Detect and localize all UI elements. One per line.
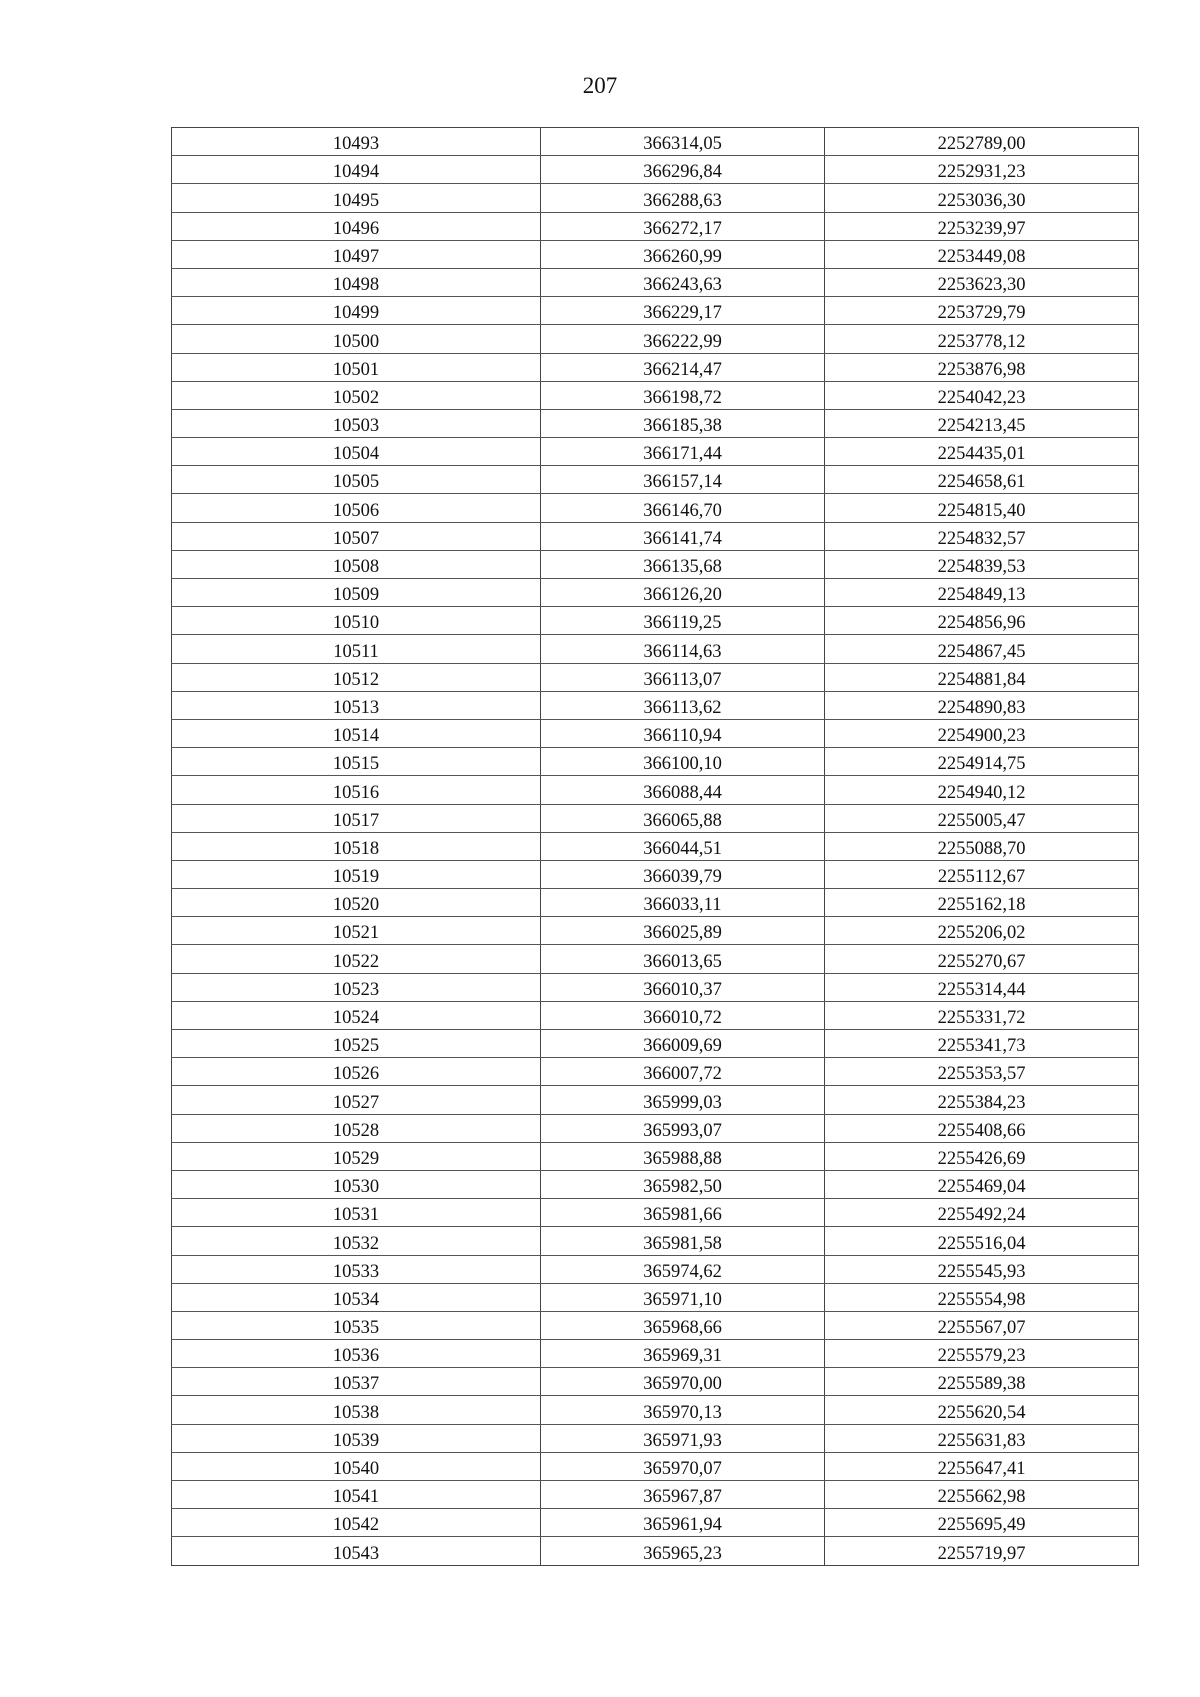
table-row (172, 945, 1139, 973)
y-coordinate-cell: 2255088,70 (825, 832, 1139, 860)
y-coordinate-cell: 2254867,45 (825, 635, 1139, 663)
x-coordinate-cell: 365970,00 (541, 1368, 825, 1396)
x-coordinate-cell: 366185,38 (541, 409, 825, 437)
y-coordinate-cell: 2252931,23 (825, 156, 1139, 184)
point-number-cell: 10539 (172, 1424, 541, 1452)
y-coordinate-cell: 2255353,57 (825, 1058, 1139, 1086)
x-coordinate-cell: 365971,10 (541, 1283, 825, 1311)
table-row (172, 466, 1139, 494)
x-coordinate-cell: 366272,17 (541, 212, 825, 240)
y-coordinate-cell: 2255719,97 (825, 1537, 1139, 1565)
y-coordinate-cell: 2253623,30 (825, 268, 1139, 296)
point-number-cell: 10520 (172, 889, 541, 917)
y-coordinate-cell: 2255112,67 (825, 860, 1139, 888)
y-coordinate-cell: 2255631,83 (825, 1424, 1139, 1452)
y-coordinate-cell: 2254213,45 (825, 409, 1139, 437)
table-row (172, 353, 1139, 381)
y-coordinate-cell: 2255567,07 (825, 1311, 1139, 1339)
table-row (172, 128, 1139, 156)
y-coordinate-cell: 2255545,93 (825, 1255, 1139, 1283)
y-coordinate-cell: 2255314,44 (825, 973, 1139, 1001)
coordinates-table (171, 127, 1139, 1566)
x-coordinate-cell: 366243,63 (541, 268, 825, 296)
table-row (172, 184, 1139, 212)
point-number-cell: 10497 (172, 240, 541, 268)
y-coordinate-cell: 2254900,23 (825, 719, 1139, 747)
x-coordinate-cell: 365967,87 (541, 1481, 825, 1509)
table-row (172, 1452, 1139, 1480)
point-number-cell: 10498 (172, 268, 541, 296)
point-number-cell: 10518 (172, 832, 541, 860)
page-number: 207 (582, 73, 618, 98)
x-coordinate-cell: 365969,31 (541, 1340, 825, 1368)
point-number-cell: 10510 (172, 607, 541, 635)
point-number-cell: 10521 (172, 917, 541, 945)
point-number-cell: 10503 (172, 409, 541, 437)
point-number-cell: 10499 (172, 297, 541, 325)
point-number-cell: 10495 (172, 184, 541, 212)
y-coordinate-cell: 2252789,00 (825, 128, 1139, 156)
point-number-cell: 10513 (172, 691, 541, 719)
y-coordinate-cell: 2255162,18 (825, 889, 1139, 917)
table-row (172, 1114, 1139, 1142)
table-row (172, 1368, 1139, 1396)
x-coordinate-cell: 366039,79 (541, 860, 825, 888)
point-number-cell: 10542 (172, 1509, 541, 1537)
y-coordinate-cell: 2254042,23 (825, 381, 1139, 409)
x-coordinate-cell: 366135,68 (541, 550, 825, 578)
x-coordinate-cell: 366100,10 (541, 748, 825, 776)
x-coordinate-cell: 366296,84 (541, 156, 825, 184)
point-number-cell: 10532 (172, 1227, 541, 1255)
x-coordinate-cell: 366171,44 (541, 438, 825, 466)
table-row (172, 240, 1139, 268)
x-coordinate-cell: 365971,93 (541, 1424, 825, 1452)
point-number-cell: 10504 (172, 438, 541, 466)
table-row (172, 1199, 1139, 1227)
y-coordinate-cell: 2254832,57 (825, 522, 1139, 550)
point-number-cell: 10525 (172, 1030, 541, 1058)
y-coordinate-cell: 2255469,04 (825, 1170, 1139, 1198)
y-coordinate-cell: 2254815,40 (825, 494, 1139, 522)
y-coordinate-cell: 2254881,84 (825, 663, 1139, 691)
x-coordinate-cell: 365988,88 (541, 1142, 825, 1170)
table-row (172, 1142, 1139, 1170)
table-row (172, 691, 1139, 719)
x-coordinate-cell: 365968,66 (541, 1311, 825, 1339)
y-coordinate-cell: 2253876,98 (825, 353, 1139, 381)
table-row (172, 832, 1139, 860)
point-number-cell: 10528 (172, 1114, 541, 1142)
y-coordinate-cell: 2255579,23 (825, 1340, 1139, 1368)
table-row (172, 268, 1139, 296)
x-coordinate-cell: 365965,23 (541, 1537, 825, 1565)
x-coordinate-cell: 366009,69 (541, 1030, 825, 1058)
table-row (172, 776, 1139, 804)
table-row (172, 1058, 1139, 1086)
table-row (172, 748, 1139, 776)
table-row (172, 522, 1139, 550)
point-number-cell: 10538 (172, 1396, 541, 1424)
x-coordinate-cell: 366113,62 (541, 691, 825, 719)
point-number-cell: 10523 (172, 973, 541, 1001)
table-row (172, 860, 1139, 888)
x-coordinate-cell: 366198,72 (541, 381, 825, 409)
y-coordinate-cell: 2254914,75 (825, 748, 1139, 776)
table-row (172, 663, 1139, 691)
y-coordinate-cell: 2255662,98 (825, 1481, 1139, 1509)
point-number-cell: 10522 (172, 945, 541, 973)
y-coordinate-cell: 2255492,24 (825, 1199, 1139, 1227)
point-number-cell: 10502 (172, 381, 541, 409)
y-coordinate-cell: 2255516,04 (825, 1227, 1139, 1255)
point-number-cell: 10506 (172, 494, 541, 522)
table-row (172, 804, 1139, 832)
x-coordinate-cell: 366146,70 (541, 494, 825, 522)
x-coordinate-cell: 366288,63 (541, 184, 825, 212)
y-coordinate-cell: 2253036,30 (825, 184, 1139, 212)
x-coordinate-cell: 366013,65 (541, 945, 825, 973)
y-coordinate-cell: 2254839,53 (825, 550, 1139, 578)
x-coordinate-cell: 366110,94 (541, 719, 825, 747)
x-coordinate-cell: 366229,17 (541, 297, 825, 325)
x-coordinate-cell: 365970,13 (541, 1396, 825, 1424)
table-row (172, 1001, 1139, 1029)
x-coordinate-cell: 366033,11 (541, 889, 825, 917)
x-coordinate-cell: 366214,47 (541, 353, 825, 381)
x-coordinate-cell: 366260,99 (541, 240, 825, 268)
table-row (172, 212, 1139, 240)
table-row (172, 1509, 1139, 1537)
table-row (172, 973, 1139, 1001)
table-row (172, 1086, 1139, 1114)
table-row (172, 381, 1139, 409)
point-number-cell: 10540 (172, 1452, 541, 1480)
y-coordinate-cell: 2255341,73 (825, 1030, 1139, 1058)
point-number-cell: 10493 (172, 128, 541, 156)
point-number-cell: 10509 (172, 579, 541, 607)
table-row (172, 1340, 1139, 1368)
y-coordinate-cell: 2255695,49 (825, 1509, 1139, 1537)
x-coordinate-cell: 366126,20 (541, 579, 825, 607)
point-number-cell: 10515 (172, 748, 541, 776)
point-number-cell: 10512 (172, 663, 541, 691)
y-coordinate-cell: 2253239,97 (825, 212, 1139, 240)
y-coordinate-cell: 2254856,96 (825, 607, 1139, 635)
point-number-cell: 10537 (172, 1368, 541, 1396)
table-row (172, 438, 1139, 466)
y-coordinate-cell: 2254849,13 (825, 579, 1139, 607)
table-row (172, 917, 1139, 945)
x-coordinate-cell: 366157,14 (541, 466, 825, 494)
point-number-cell: 10519 (172, 860, 541, 888)
x-coordinate-cell: 366065,88 (541, 804, 825, 832)
y-coordinate-cell: 2254658,61 (825, 466, 1139, 494)
coordinates-table-body (172, 128, 1139, 1566)
point-number-cell: 10527 (172, 1086, 541, 1114)
y-coordinate-cell: 2255331,72 (825, 1001, 1139, 1029)
x-coordinate-cell: 366044,51 (541, 832, 825, 860)
table-row (172, 494, 1139, 522)
point-number-cell: 10494 (172, 156, 541, 184)
x-coordinate-cell: 366010,37 (541, 973, 825, 1001)
y-coordinate-cell: 2255005,47 (825, 804, 1139, 832)
point-number-cell: 10507 (172, 522, 541, 550)
table-row (172, 1396, 1139, 1424)
table-row (172, 719, 1139, 747)
table-row (172, 1424, 1139, 1452)
table-row (172, 1030, 1139, 1058)
y-coordinate-cell: 2255589,38 (825, 1368, 1139, 1396)
point-number-cell: 10517 (172, 804, 541, 832)
x-coordinate-cell: 366025,89 (541, 917, 825, 945)
y-coordinate-cell: 2254940,12 (825, 776, 1139, 804)
point-number-cell: 10541 (172, 1481, 541, 1509)
x-coordinate-cell: 365970,07 (541, 1452, 825, 1480)
y-coordinate-cell: 2253778,12 (825, 325, 1139, 353)
x-coordinate-cell: 365993,07 (541, 1114, 825, 1142)
table-row (172, 607, 1139, 635)
point-number-cell: 10529 (172, 1142, 541, 1170)
table-row (172, 325, 1139, 353)
table-row (172, 1170, 1139, 1198)
x-coordinate-cell: 365974,62 (541, 1255, 825, 1283)
table-row (172, 1255, 1139, 1283)
table-row (172, 297, 1139, 325)
point-number-cell: 10501 (172, 353, 541, 381)
y-coordinate-cell: 2255206,02 (825, 917, 1139, 945)
table-row (172, 409, 1139, 437)
point-number-cell: 10530 (172, 1170, 541, 1198)
table-row (172, 1283, 1139, 1311)
point-number-cell: 10516 (172, 776, 541, 804)
x-coordinate-cell: 366088,44 (541, 776, 825, 804)
y-coordinate-cell: 2253729,79 (825, 297, 1139, 325)
point-number-cell: 10533 (172, 1255, 541, 1283)
table-row (172, 635, 1139, 663)
point-number-cell: 10500 (172, 325, 541, 353)
y-coordinate-cell: 2255426,69 (825, 1142, 1139, 1170)
y-coordinate-cell: 2255647,41 (825, 1452, 1139, 1480)
x-coordinate-cell: 365999,03 (541, 1086, 825, 1114)
x-coordinate-cell: 365982,50 (541, 1170, 825, 1198)
x-coordinate-cell: 366141,74 (541, 522, 825, 550)
x-coordinate-cell: 366114,63 (541, 635, 825, 663)
table-row (172, 889, 1139, 917)
point-number-cell: 10536 (172, 1340, 541, 1368)
y-coordinate-cell: 2255620,54 (825, 1396, 1139, 1424)
point-number-cell: 10496 (172, 212, 541, 240)
y-coordinate-cell: 2255408,66 (825, 1114, 1139, 1142)
table-row (172, 1311, 1139, 1339)
y-coordinate-cell: 2255554,98 (825, 1283, 1139, 1311)
point-number-cell: 10508 (172, 550, 541, 578)
point-number-cell: 10526 (172, 1058, 541, 1086)
x-coordinate-cell: 365981,66 (541, 1199, 825, 1227)
table-row (172, 1481, 1139, 1509)
x-coordinate-cell: 366010,72 (541, 1001, 825, 1029)
table-row (172, 1537, 1139, 1565)
y-coordinate-cell: 2255270,67 (825, 945, 1139, 973)
point-number-cell: 10524 (172, 1001, 541, 1029)
table-row (172, 579, 1139, 607)
table-row (172, 156, 1139, 184)
x-coordinate-cell: 365981,58 (541, 1227, 825, 1255)
point-number-cell: 10531 (172, 1199, 541, 1227)
x-coordinate-cell: 366113,07 (541, 663, 825, 691)
x-coordinate-cell: 366314,05 (541, 128, 825, 156)
point-number-cell: 10534 (172, 1283, 541, 1311)
point-number-cell: 10514 (172, 719, 541, 747)
table-row (172, 550, 1139, 578)
x-coordinate-cell: 366222,99 (541, 325, 825, 353)
point-number-cell: 10505 (172, 466, 541, 494)
x-coordinate-cell: 365961,94 (541, 1509, 825, 1537)
y-coordinate-cell: 2254890,83 (825, 691, 1139, 719)
point-number-cell: 10511 (172, 635, 541, 663)
x-coordinate-cell: 366007,72 (541, 1058, 825, 1086)
x-coordinate-cell: 366119,25 (541, 607, 825, 635)
y-coordinate-cell: 2253449,08 (825, 240, 1139, 268)
y-coordinate-cell: 2255384,23 (825, 1086, 1139, 1114)
y-coordinate-cell: 2254435,01 (825, 438, 1139, 466)
point-number-cell: 10535 (172, 1311, 541, 1339)
table-row (172, 1227, 1139, 1255)
point-number-cell: 10543 (172, 1537, 541, 1565)
